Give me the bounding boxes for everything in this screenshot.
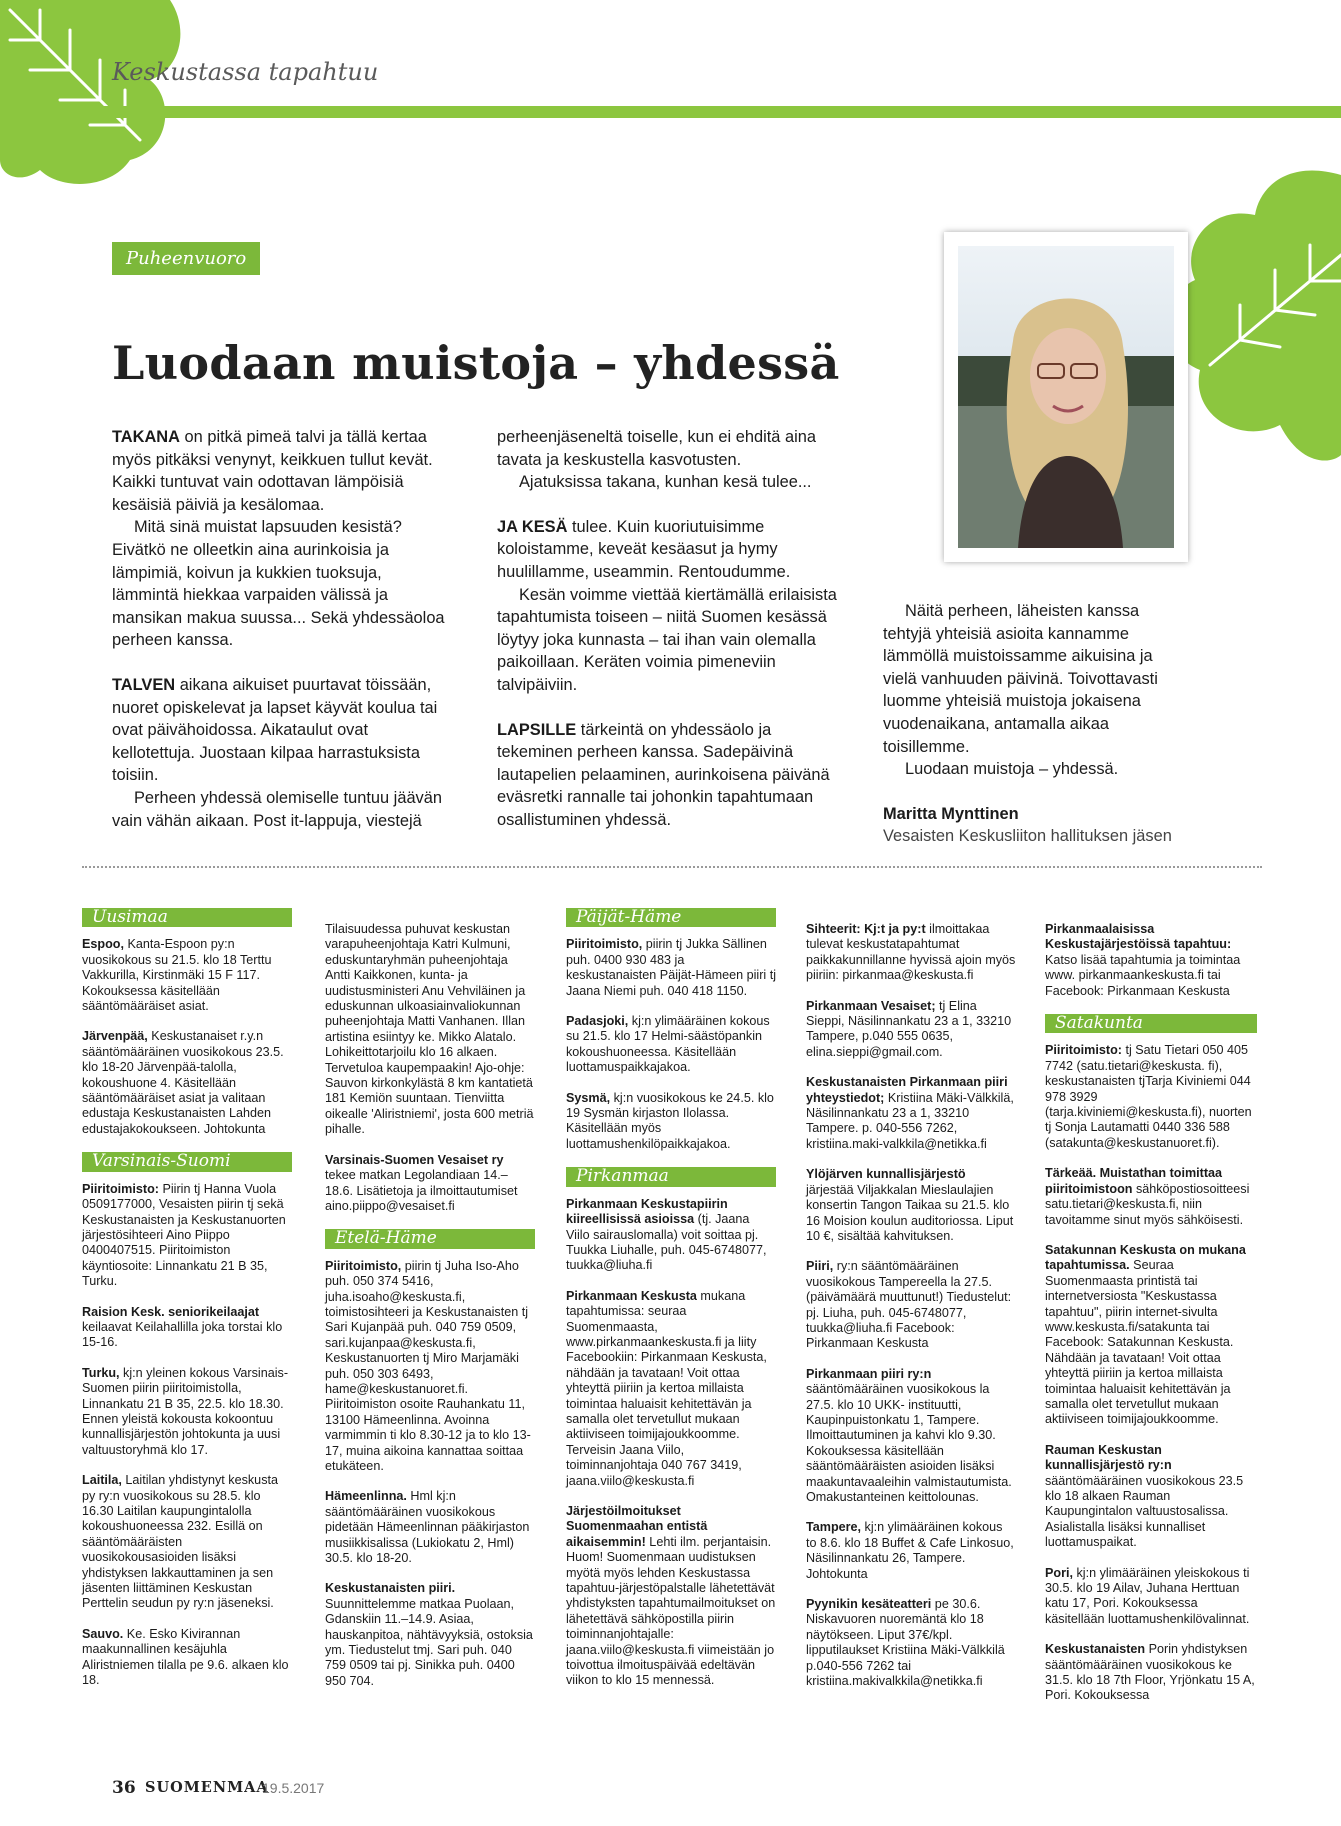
event-item: Laitila, Laitilan yhdistynyt keskusta py ry:n vuosikokous su 28.5. klo 16.30 Laitilan kaupungintalolla kokoushuoneessa 232. Esillä on sääntömääräisten vuosikokousasioiden lisäksi yhdistyksen lakkauttaminen ja sen jäsenten liittäminen Keskustan Perttelin seudun py ry:n jäseneksi. bbox=[82, 1473, 278, 1611]
article-paragraph: Näitä perheen, läheisten kanssa tehtyjä yhteisiä asioita kannamme lämmöllä muistoissamme aikuisina ja vielä vanhuuden päivinä. Toivottavasti luomme yhteisiä muistoja jokaisena vuodenaikana, antamalla aikaa toisillemme. bbox=[883, 602, 1158, 756]
region-heading: Etelä-Häme bbox=[325, 1229, 535, 1248]
region-heading: Pirkanmaa bbox=[566, 1167, 776, 1186]
events-column-2 bbox=[325, 922, 535, 1704]
event-item: Tilaisuudessa puhuvat keskustan varapuheenjohtaja Katri Kulmuni, eduskuntaryhmän puheenjohtaja Antti Kaikkonen, kunta- ja uudistusministeri Anu Vehviläinen ja eduskunnan ulkoasiainvaliokunnan puheenjohtaja Matti Vanhanen. Illan artistina esiintyy ke. Mikko Alatalo. Lohikeittotarjoilu klo 16 alkaen. Tervetuloa kaupempaakin! Ajo-ohje: Sauvon kirkonkylästä 8 km kantatietä 181 Kemiön suuntaan. Tienviitta oikealle 'Aliristniemi', josta 600 metriä pihalle. bbox=[325, 922, 534, 1137]
events-column-1 bbox=[82, 908, 292, 1703]
article-paragraph: Perheen yhdessä olemiselle tuntuu jäävän vain vähän aikaan. Post it-lappuja, viestejä bbox=[112, 788, 442, 830]
section-divider bbox=[82, 866, 1262, 868]
article-paragraph: LAPSILLE tärkeintä on yhdessäolo ja tekeminen perheen kanssa. Sadepäivinä lautapelien pelaaminen, aurinkoisena päivänä eväsretki rannalle tai johonkin tapahtumaan osallistuminen yhdessä. bbox=[497, 720, 830, 829]
region-heading: Uusimaa bbox=[82, 908, 292, 927]
article-paragraph: Mitä sinä muistat lapsuuden kesistä? Eivätkö ne olleetkin aina aurinkoisia ja lämpimiä, koivun ja kukkien tuoksuja, lämmintä hiekkaa varpaiden välissä ja mansikan makua suussa... Sekä yhdessäoloa perheen kanssa. bbox=[112, 518, 445, 650]
event-item: Tampere, kj:n ylimääräinen kokous to 8.6. klo 18 Buffet & Cafe Linkosuo, Näsilinnankatu 26, Tampere. Johtokunta bbox=[806, 1520, 1014, 1581]
event-item: Pirkanmaan Vesaiset; tj Elina Sieppi, Näsilinnankatu 23 a 1, 33210 Tampere, p.040 555 0635, elina.sieppi@gmail.com. bbox=[806, 998, 1012, 1059]
event-item: Järvenpää, Keskustanaiset r.y.n sääntömääräinen vuosikokous 23.5. klo 18-20 Järvenpää-talolla, kokoushuone 4. Käsitellään sääntömääräiset asiat ja valitaan edustaja Keskustanaisten Lahden edustajakokoukseen. Johtokunta bbox=[82, 1029, 284, 1136]
article-tag: Puheenvuoro bbox=[112, 242, 260, 275]
region-heading: Varsinais-Suomi bbox=[82, 1152, 292, 1171]
event-item: Satakunnan Keskusta on mukana tapahtumissa. Seuraa Suomenmaasta printistä tai internetversiosta "Keskustassa tapahtuu", piirin internet-sivulta www.keskusta.fi/satakunta tai Facebook: Satakunnan Keskusta. Nähdään ja tavataan! Voit ottaa yhteyttä piiriin ja kertoa millaista toimintaa haluaisit kehitettävän ja samalla olet tervetullut mukaan aktiiviseen toimijajoukkoomme. bbox=[1045, 1242, 1246, 1427]
author-photo bbox=[958, 246, 1174, 548]
event-item: Pirkanmaan piiri ry:n sääntömääräinen vuosikokous la 27.5. klo 10 UKK- instituutti, Kaupinpuistonkatu 1, Tampere. Ilmoittautuminen ja kahvi klo 9.30. Kokouksessa käsitellään sääntömääräisten asioiden lisäksi maakuntavaaleihin valmistautumista. Omakustanteinen keittolounas. bbox=[806, 1366, 1012, 1504]
article-paragraph: Ajatuksissa takana, kunhan kesä tulee... bbox=[519, 473, 812, 492]
event-item: Pyynikin kesäteatteri pe 30.6. Niskavuoren nuoremäntä klo 18 näytökseen. Liput 37€/kpl. lipputilaukset Kristiina Mäki-Välkkilä p.040-556 7262 tai kristiina.makivalkkila@netikka.fi bbox=[806, 1597, 1005, 1689]
article-paragraph: Luodaan muistoja – yhdessä. bbox=[905, 760, 1119, 779]
event-item: Piiri, ry:n sääntömääräinen vuosikokous Tampereella la 27.5. (päivämäärä muuttunut!) Tiedustelut: pj. Liuha, puh. 045-6748077, tuukka@liuha.fi Facebook: Pirkanmaan Keskusta bbox=[806, 1259, 1012, 1351]
author-role: Vesaisten Keskusliiton hallituksen jäsen bbox=[883, 827, 1172, 846]
event-item: Tärkeää. Muistathan toimittaa piiritoimistoon sähköpostiosoitteesi satu.tietari@keskusta.fi, niin tavoitamme sinut myös sähköisesti. bbox=[1045, 1166, 1250, 1227]
event-item: Pirkanmaan Keskusta mukana tapahtumissa: seuraa Suomenmaasta, www.pirkanmaankeskusta.fi ja liity Facebookiin: Pirkanmaan Keskusta, nähdään ja tavataan! Voit ottaa yhteyttä piiriin ja kertoa millaista toimintaa haluaisit kehitettävän ja samalla olet tervetullut mukaan aktiiviseen toimijajoukkoomme. Terveisin Jaana Viilo, toiminnanjohtaja 040 767 3419, jaana.viilo@keskusta.fi bbox=[566, 1288, 767, 1488]
event-item: Varsinais-Suomen Vesaiset ry tekee matkan Legolandiaan 14.–18.6. Lisätietoja ja ilmoittautumiset aino.piippo@vesaiset.fi bbox=[325, 1152, 518, 1213]
event-item: Keskustanaisten Porin yhdistyksen sääntömääräinen vuosikokous ke 31.5. klo 18 7th Floor, Yrjönkatu 15 A, Pori. Kokouksessa bbox=[1045, 1642, 1255, 1703]
event-item: Piiritoimisto: tj Satu Tietari 050 405 7742 (satu.tietari@keskusta. fi), keskustanaisten tjTarja Kiviniemi 044 978 3929 (tarja.kiviniemi@keskusta.fi), nuorten tj Sonja Lautamatti 0440 336 588 (satakunta@keskustanuoret.fi). bbox=[1045, 1043, 1252, 1150]
author-photo-frame bbox=[944, 232, 1188, 562]
event-item: Ylöjärven kunnallisjärjestö järjestää Viljakkalan Mieslaulajien konsertin Tangon Taikaa su 21.5. klo 16 Moision koulun auditoriossa. Liput 10 €, sisältää kahvituksen. bbox=[806, 1167, 1014, 1243]
author-name: Maritta Mynttinen bbox=[883, 804, 1019, 823]
event-item: Pori, kj:n ylimääräinen yleiskokous ti 30.5. klo 19 Ailav, Juhana Herttuan katu 17, Pori. Kokouksessa käsitellään luottamushenkilövalinnat. bbox=[1045, 1565, 1250, 1626]
article-paragraph: Kesän voimme viettää kiertämällä erilaisista tapahtumista toiseen – niitä Suomen kesässä löytyy joka kunnasta – tai ihan vain olemalla paikoillaan. Keräten voimia pimeneviin talvipäiviin. bbox=[497, 585, 837, 694]
event-item: Piiritoimisto: Piirin tj Hanna Vuola 0509177000, Vesaisten piirin tj sekä Keskustanaisten ja Keskustanuorten järjestösihteeri Aino Piippo 0400407515. Piiritoimiston käyntiosoite: Linnankatu 21 B 35, Turku. bbox=[82, 1181, 286, 1289]
region-heading: Satakunta bbox=[1045, 1014, 1257, 1033]
event-item: Sihteerit: Kj:t ja py:t ilmoittakaa tulevat keskustatapahtumat paikkakunnillanne hyvissä ajoin myös piiriin: pirkanmaa@keskusta.fi bbox=[806, 922, 1016, 983]
article-paragraph: perheenjäseneltä toiselle, kun ei ehditä aina tavata ja keskustella kasvotusten. bbox=[497, 428, 816, 469]
section-title: Keskustassa tapahtuu bbox=[112, 58, 379, 86]
event-item: Padasjoki, kj:n ylimääräinen kokous su 21.5. klo 17 Helmi-säästöpankin kokoushuoneessa. Käsitellään luottamuspaikkajakoa. bbox=[566, 1014, 770, 1075]
issue-date: 19.5.2017 bbox=[262, 1780, 325, 1796]
event-item: Sysmä, kj:n vuosikokous ke 24.5. klo 19 Sysmän kirjaston Ilolassa. Käsitellään myös luottamushenkilöpaikkajakoa. bbox=[566, 1090, 774, 1151]
event-item: Rauman Keskustan kunnallisjärjestö ry:n sääntömääräinen vuosikokous 23.5 klo 18 alkaen Rauman Kaupungintalon valtuustosalissa. Asialistalla lisäksi kunnalliset luottamuspaikat. bbox=[1045, 1442, 1244, 1550]
events-column-5 bbox=[1045, 922, 1257, 1719]
article-paragraph: TAKANA on pitkä pimeä talvi ja tällä kertaa myös pitkäksi venynyt, keikkuen tullut kevät. Kaikki tuntuvat vain odottavan lämpöisiä kesäisiä päiviä ja kesälomaa. bbox=[112, 428, 433, 514]
leaf-decoration-top-left bbox=[0, 0, 190, 190]
event-item: Sauvo. Ke. Esko Kivirannan maakunnallinen kesäjuhla Aliristniemen tilalla pe 9.6. alkaen klo 18. bbox=[82, 1626, 289, 1688]
event-item: Keskustanaisten piiri. Suunnittelemme matkaa Puolaan, Gdanskiin 11.–14.9. Asiaa, hauskanpitoa, nähtävyyksiä, ostoksia ym. Tiedustelut tmj. Sari puh. 040 759 0509 tai pj. Sinikka puh. 0400 950 704. bbox=[325, 1581, 533, 1688]
event-item: Hämeenlinna. Hml kj:n sääntömääräinen vuosikokous pidetään Hämeenlinnan pääkirjaston musiikkisalissa (Lukiokatu 2, Hml) 30.5. klo 18-20. bbox=[325, 1489, 530, 1566]
event-item: Piiritoimisto, piirin tj Jukka Sällinen puh. 0400 930 483 ja keskustanaisten Päijät-Hämeen piiri tj Jaana Niemi puh. 040 418 1150. bbox=[566, 937, 776, 998]
event-item: Raision Kesk. seniorikeilaajat keilaavat Keilahallilla joka torstai klo 15-16. bbox=[82, 1304, 283, 1350]
event-item: Turku, kj:n yleinen kokous Varsinais-Suomen piirin piiritoimistolla, Linnankatu 21 B 35, 22.5. klo 18.30. Ennen yleistä kokousta kokoontuu kunnallisjärjestön johtokunta ja uusi valtuustoryhmä klo 17. bbox=[82, 1365, 289, 1457]
event-item: Piiritoimisto, piirin tj Juha Iso-Aho puh. 050 374 5416, juha.isoaho@keskusta.fi, toimistosihteeri ja Keskustanaisten tj Sari Kujanpää puh. 040 759 0509, sari.kujanpaa@keskusta.fi, Keskustanuorten tj Miro Marjamäki puh. 050 303 6493, hame@keskustanuoret.fi. Piiritoimiston osoite Rauhankatu 11, 13100 Hämeenlinna. Avoinna varmimmin ti klo 8.30-12 ja to klo 13-17, muina aikoina kannattaa soittaa etukäteen. bbox=[325, 1258, 531, 1473]
region-heading: Päijät-Häme bbox=[566, 908, 776, 927]
article-column-1 bbox=[112, 426, 452, 832]
article-paragraph: JA KESÄ tulee. Kuin kuoriutuisimme koloistamme, keveät kesäasut ja hymy huulillamme, useammin. Rentoudumme. bbox=[497, 517, 791, 581]
publication-name: SUOMENMAA bbox=[145, 1779, 269, 1796]
event-item: Järjestöilmoitukset Suomenmaahan entistä aikaisemmin! Lehti ilm. perjantaisin. Huom! Suomenmaan uudistuksen myötä myös lehden Keskustassa tapahtuu-järjestöpalstalle lähetettävät yhdistyksten tapahtumailmoitukset on lähetettävä sähköpostilla piirin toiminnanjohtajalle: jaana.viilo@keskusta.fi viimeistään jo toivottua ilmoituspäivää edeltävän viikon to klo 15 mennessä. bbox=[566, 1504, 776, 1688]
article-headline: Luodaan muistoja – yhdessä bbox=[112, 336, 840, 390]
event-item: Pirkanmaan Keskustapiirin kiireellisissä asioissa (tj. Jaana Viilo sairauslomalla) voit soittaa pj. Tuukka Liuhalle, puh. 045-6748077, tuukka@liuha.fi bbox=[566, 1196, 767, 1273]
events-column-4 bbox=[806, 922, 1016, 1704]
event-item: Pirkanmaalaisissa Keskustajärjestöissä tapahtuu: Katso lisää tapahtumia ja toimintaa www. pirkanmaankeskusta.fi tai Facebook: Pirkanmaan Keskusta bbox=[1045, 922, 1241, 998]
events-column-3 bbox=[566, 908, 776, 1704]
header-rule bbox=[0, 106, 1341, 118]
event-item: Espoo, Kanta-Espoon py:n vuosikokous su 21.5. klo 18 Terttu Vakkurilla, Kirstinmäki 15 F 117. Kokouksessa käsitellään sääntömääräiset asiat. bbox=[82, 937, 272, 1014]
event-item: Keskustanaisten Pirkanmaan piiri yhteystiedot; Kristiina Mäki-Välkkilä, Näsilinnankatu 23 a 1, 33210 Tampere. p. 040-556 7262, kristiina.maki-valkkila@netikka.fi bbox=[806, 1075, 1014, 1151]
article-paragraph: TALVEN aikana aikuiset puurtavat töissään, nuoret opiskelevat ja lapset käyvät koulua tai ovat päivähoidossa. Aikataulut ovat kellotettuja. Juostaan kilpaa harrastuksista toisiin. bbox=[112, 675, 438, 785]
article-column-3 bbox=[883, 600, 1183, 848]
page-number: 36 bbox=[112, 1778, 136, 1798]
article-column-2 bbox=[497, 426, 837, 832]
